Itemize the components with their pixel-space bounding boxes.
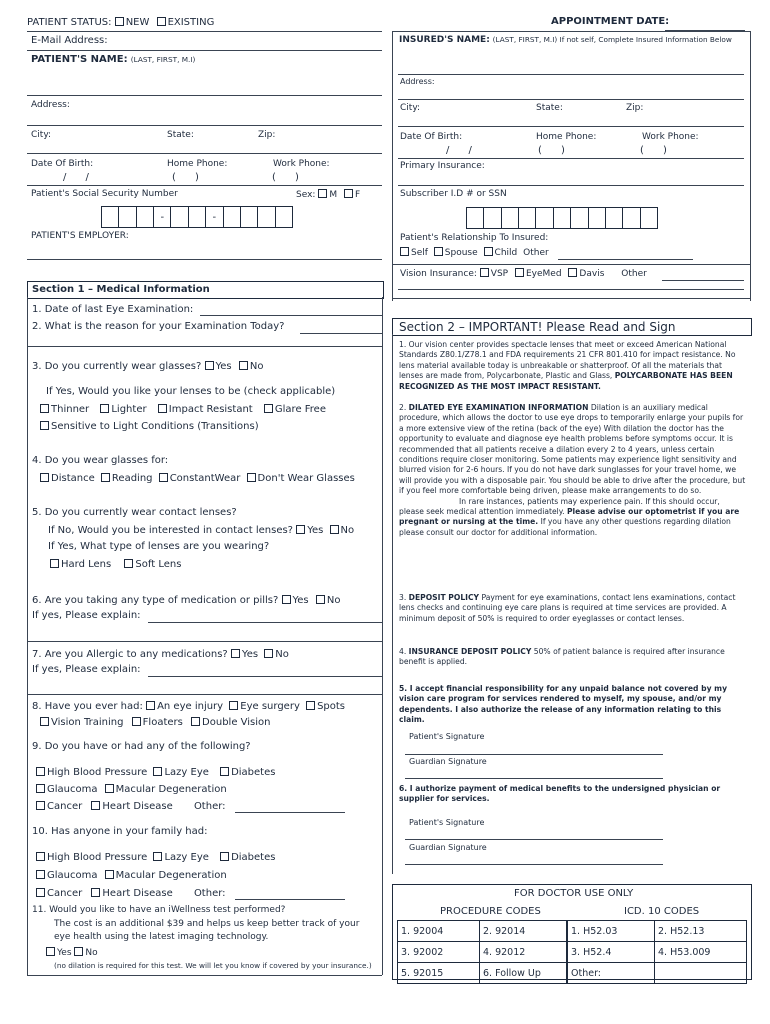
relationship-options: [400, 247, 549, 258]
icd-codes-header: ICD. 10 CODES: [624, 906, 700, 917]
q5-yes-label: Yes: [307, 525, 324, 536]
address-label: Address:: [31, 100, 70, 110]
double-vision-checkbox[interactable]: [191, 717, 200, 726]
existing-label: EXISTING: [167, 17, 215, 28]
section2-border-left: [392, 334, 393, 874]
eye-surgery-checkbox[interactable]: [229, 701, 238, 710]
q11-cost-text: The cost is an additional $39 and helps us keep better track of your: [54, 919, 360, 929]
q9-lazy-eye-checkbox[interactable]: [153, 767, 162, 776]
q10-cond-row1: [36, 852, 275, 863]
distance-label: Distance: [51, 473, 95, 484]
section1-border-left: [27, 297, 28, 975]
q4-label: 4. Do you wear glasses for:: [32, 455, 169, 466]
spouse-label: Spouse: [444, 248, 478, 258]
q10-macular-checkbox[interactable]: [105, 870, 114, 879]
hard-lens-label: Hard Lens: [61, 559, 112, 570]
dob-line[interactable]: [27, 185, 382, 186]
q6-explain-line-2[interactable]: [27, 641, 382, 642]
insured-home-phone-label: Home Phone:: [536, 132, 597, 142]
q10-heart-label: Heart Disease: [102, 888, 173, 899]
lighter-label: Lighter: [111, 404, 147, 415]
p2-number: 2.: [399, 403, 409, 412]
code-cell[interactable]: 4. 92012: [480, 942, 568, 963]
q6-no-label: No: [326, 595, 341, 606]
female-checkbox[interactable]: [344, 189, 353, 198]
q5-b-label: If Yes, What type of lenses are you wearing?: [48, 541, 270, 552]
code-cell[interactable]: 5. 92015: [398, 963, 480, 984]
q10-cond-row3: [36, 888, 226, 899]
email-line[interactable]: [27, 50, 382, 51]
q9-glaucoma-checkbox[interactable]: [36, 784, 45, 793]
q10-cond-row2: [36, 870, 227, 881]
q9-other-line[interactable]: [235, 812, 345, 813]
codes-row-1: [398, 921, 747, 942]
thinner-checkbox[interactable]: [40, 404, 49, 413]
q9-macular-label: Macular Degeneration: [115, 784, 227, 795]
p4-number: 4.: [399, 647, 409, 656]
right-info-border-bottom: [392, 298, 750, 299]
guardian-signature-label-1: Guardian Signature: [409, 757, 487, 766]
vision-other-line[interactable]: [662, 280, 744, 281]
q11-no-checkbox[interactable]: [74, 947, 83, 956]
q11-yes-label: Yes: [57, 948, 72, 958]
vision-other-label: Other: [621, 269, 647, 279]
q9-cond-row2: [36, 784, 227, 795]
q9-diabetes-checkbox[interactable]: [220, 767, 229, 776]
codes-row-3: [398, 963, 747, 984]
work-phone-parens: ( ): [272, 172, 299, 183]
q3-yes-label: Yes: [215, 361, 232, 372]
spouse-checkbox[interactable]: [434, 247, 443, 256]
insured-name-row: [399, 36, 732, 45]
patient-signature-label-2: Patient's Signature: [409, 818, 485, 827]
q6-explain-line[interactable]: [148, 622, 382, 623]
employer-line[interactable]: [27, 259, 382, 260]
section2-paragraph-4: [399, 647, 746, 668]
q9-lazy-eye-label: Lazy Eye: [164, 767, 209, 778]
q6-row: [32, 595, 340, 606]
q9-hbp-checkbox[interactable]: [36, 767, 45, 776]
eye-surgery-label: Eye surgery: [240, 701, 300, 712]
primary-insurance-line[interactable]: [398, 185, 744, 186]
q3-options-row2: [40, 421, 259, 432]
procedure-codes-header: PROCEDURE CODES: [440, 906, 541, 917]
code-cell[interactable]: Other:: [567, 963, 655, 984]
rel-other-line[interactable]: [558, 259, 693, 260]
insured-home-parens: ( ): [538, 145, 565, 156]
p4-bold: INSURANCE DEPOSIT POLICY: [408, 647, 532, 656]
patient-name-label: PATIENT'S NAME:: [31, 54, 128, 65]
vision-training-label: Vision Training: [51, 717, 124, 728]
relationship-divider: [392, 264, 750, 265]
new-label: NEW: [125, 17, 150, 28]
zip-label: Zip:: [258, 130, 276, 140]
p3-text: Payment for eye examinations, contact lens examinations, contact lens checks and continuing eye care plans is required at time services are provided. A minimum deposit of 50% is required to order eyeglasses or contact lenses.: [399, 593, 736, 623]
dont-wear-label: Don't Wear Glasses: [257, 473, 355, 484]
right-info-border-right: [750, 31, 751, 301]
q9-other-label: Other:: [193, 801, 226, 812]
q9-cond-row1: [36, 767, 275, 778]
female-label: F: [354, 190, 361, 200]
q9-macular-checkbox[interactable]: [105, 784, 114, 793]
q7-no-checkbox[interactable]: [264, 649, 273, 658]
constant-wear-checkbox[interactable]: [159, 473, 168, 482]
q10-lazy-eye-checkbox[interactable]: [153, 852, 162, 861]
q2-line-2[interactable]: [27, 346, 382, 347]
guardian-signature-line-1[interactable]: [405, 778, 663, 779]
male-checkbox[interactable]: [318, 189, 327, 198]
code-cell[interactable]: 4. H53.009: [655, 942, 747, 963]
relationship-label: Patient's Relationship To Insured:: [400, 233, 549, 243]
q9-label: 9. Do you have or had any of the following?: [32, 741, 251, 752]
q10-glaucoma-label: Glaucoma: [47, 870, 98, 881]
q8-row: [32, 701, 345, 712]
code-cell[interactable]: 6. Follow Up: [480, 963, 568, 984]
q6-no-checkbox[interactable]: [316, 595, 325, 604]
section2-paragraph-5: 5. I accept financial responsibility for any unpaid balance not covered by my vision care program for services rendered to myself, my spouse, and/or my dependents. I also authorize the release of any information relating to this claim.: [399, 684, 728, 725]
impact-resistant-checkbox[interactable]: [158, 404, 167, 413]
q9-glaucoma-label: Glaucoma: [47, 784, 98, 795]
vision-insurance-line[interactable]: [398, 289, 744, 290]
q11-note: (no dilation is required for this test. We will let you know if covered by your insurance.): [54, 961, 372, 970]
p2-text: Dilation is an auxiliary medical procedure, which allows the doctor to use eye drops to temporarily enlarge your pupils for a more extensive view of the retina (back of the eye) With dilation the doctor has the opportunity to evaluate and diagnose eye health problems before symptoms occur. It is recommended that all patients receive a dilation every 2 to 4 years, unless certain conditions require closer monitoring. Some patients may experience light sensitivity and blurred vision for 2-6 hours. If you do not have dark sunglasses for your travel home, we will provide you with a disposable pair. You should be able to drive after the procedure, but if you feel more comfortable being driven, please make arrangements to do so.: [399, 403, 746, 496]
section2-paragraph-6: 6. I authorize payment of medical benefits to the undersigned physician or supplier for services.: [399, 784, 721, 804]
davis-checkbox[interactable]: [568, 268, 577, 277]
q10-cancer-checkbox[interactable]: [36, 888, 45, 897]
q8-label: 8. Have you ever had:: [32, 701, 143, 712]
q11-label: 11. Would you like to have an iWellness test performed?: [32, 905, 286, 915]
guardian-signature-line-2[interactable]: [405, 864, 663, 865]
code-cell[interactable]: 2. 92014: [480, 921, 568, 942]
distance-checkbox[interactable]: [40, 473, 49, 482]
q1-label: 1. Date of last Eye Examination:: [32, 304, 194, 315]
code-cell[interactable]: 1. H52.03: [567, 921, 655, 942]
q5-options: [50, 559, 181, 570]
subscriber-digit-boxes[interactable]: [466, 207, 658, 229]
right-info-border-left: [392, 31, 393, 301]
q11-yes-checkbox[interactable]: [46, 947, 55, 956]
q10-label: 10. Has anyone in your family had:: [32, 826, 208, 837]
eye-injury-checkbox[interactable]: [146, 701, 155, 710]
vision-insurance-row: [400, 268, 647, 279]
q7-yes-checkbox[interactable]: [231, 649, 240, 658]
vision-insurance-label: Vision Insurance:: [400, 269, 477, 279]
eyemed-label: EyeMed: [525, 269, 562, 279]
ssn-label: Patient's Social Security Number: [31, 189, 178, 199]
code-cell[interactable]: 1. 92004: [398, 921, 480, 942]
state-label: State:: [167, 130, 194, 140]
p2-closing: If you have any other questions regarding dilation please consult our doctor for additional information.: [399, 517, 731, 537]
section2-title: Section 2 – IMPORTANT! Please Read and Sign: [399, 320, 676, 334]
section1-title: Section 1 – Medical Information: [32, 284, 210, 295]
q11-no-label: No: [85, 948, 98, 958]
email-label: E-Mail Address:: [31, 35, 108, 46]
thinner-label: Thinner: [51, 404, 90, 415]
q3-no-checkbox[interactable]: [239, 361, 248, 370]
patient-status-label: PATIENT STATUS:: [27, 17, 112, 28]
glare-free-label: Glare Free: [274, 404, 326, 415]
city-line[interactable]: [27, 153, 382, 154]
q7-explain-line-2[interactable]: [27, 694, 382, 695]
insured-dob-slashes: / /: [446, 145, 472, 156]
insured-name-line[interactable]: [398, 74, 744, 75]
lighter-checkbox[interactable]: [100, 404, 109, 413]
q11-imaging-text: eye health using the latest imaging technology.: [54, 932, 269, 942]
q11-options: [46, 947, 98, 958]
doctor-codes-table: [397, 920, 747, 984]
subscriber-label: Subscriber I.D # or SSN: [400, 189, 507, 199]
p2-rare-text: In rare instances, patients may experience pain. If this should occur, please seek medical attention immediately.: [399, 496, 720, 517]
address-line[interactable]: [27, 125, 382, 126]
existing-checkbox[interactable]: [157, 17, 166, 26]
top-divider-left: [27, 31, 382, 32]
q6-yes-checkbox[interactable]: [282, 595, 291, 604]
q6-label: 6. Are you taking any type of medication or pills?: [32, 595, 279, 606]
glare-free-checkbox[interactable]: [264, 404, 273, 413]
q3-sub-label: If Yes, Would you like your lenses to be (check applicable): [46, 386, 336, 397]
q5-no-label: No: [340, 525, 355, 536]
p2-rare-instances: [399, 497, 746, 539]
q7-no-label: No: [275, 649, 289, 660]
p1-text: 1. Our vision center provides spectacle lenses that meet or exceed American National Standards Z80.1/Z78.1 and FDA requirements 21 CFR 801.410 for impact resistance. No lens material available today is unbreakable or shatterproof. Of all the materials that lenses are made from, Polycarbonate, Plastic and Glass,: [399, 340, 736, 381]
spots-checkbox[interactable]: [306, 701, 315, 710]
dont-wear-checkbox[interactable]: [247, 473, 256, 482]
doctor-use-title: FOR DOCTOR USE ONLY: [514, 888, 634, 899]
q9-heart-label: Heart Disease: [102, 801, 173, 812]
male-label: M: [329, 190, 338, 200]
q10-macular-label: Macular Degeneration: [115, 870, 227, 881]
q7-label: 7. Are you Allergic to any medications?: [32, 649, 228, 660]
patient-name-row: [31, 55, 195, 65]
davis-label: Davis: [579, 269, 605, 279]
q7-row: [32, 649, 289, 660]
patient-signature-label-1: Patient's Signature: [409, 732, 485, 741]
section1-border-bottom: [27, 975, 382, 976]
q10-glaucoma-checkbox[interactable]: [36, 870, 45, 879]
q6-explain-label: If yes, Please explain:: [32, 610, 141, 621]
dob-slashes: / /: [63, 172, 89, 183]
q10-cancer-label: Cancer: [47, 888, 83, 899]
q3-row: [32, 361, 263, 372]
patient-name-hint: (LAST, FIRST, M.I): [130, 55, 196, 64]
hard-lens-checkbox[interactable]: [50, 559, 59, 568]
q2-line[interactable]: [300, 333, 382, 334]
q10-diabetes-checkbox[interactable]: [220, 852, 229, 861]
transitions-label: Sensitive to Light Conditions (Transitions): [51, 421, 259, 432]
constant-wear-label: ConstantWear: [169, 473, 241, 484]
child-checkbox[interactable]: [484, 247, 493, 256]
insured-state-label: State:: [536, 103, 563, 113]
sex-row: [296, 189, 360, 200]
insured-work-parens: ( ): [640, 145, 667, 156]
code-cell[interactable]: 2. H52.13: [655, 921, 747, 942]
p3-number: 3.: [399, 593, 409, 602]
eyemed-checkbox[interactable]: [515, 268, 524, 277]
transitions-checkbox[interactable]: [40, 421, 49, 430]
appointment-date-label: APPOINTMENT DATE:: [551, 16, 670, 27]
code-cell[interactable]: [655, 963, 747, 984]
code-cell[interactable]: 3. 92002: [398, 942, 480, 963]
insured-city-label: City:: [400, 103, 421, 113]
q10-other-line[interactable]: [235, 899, 345, 900]
insured-address-line[interactable]: [398, 99, 744, 100]
q10-diabetes-label: Diabetes: [231, 852, 276, 863]
insured-name-hint: (LAST, FIRST, M.I) If not self, Complete Insured Information Below: [492, 35, 732, 44]
q5-yes-checkbox[interactable]: [296, 525, 305, 534]
right-info-border-top: [392, 31, 750, 32]
reading-checkbox[interactable]: [101, 473, 110, 482]
guardian-signature-label-2: Guardian Signature: [409, 843, 487, 852]
patient-signature-line-1[interactable]: [405, 754, 663, 755]
q4-options: [40, 473, 355, 484]
employer-label: PATIENT'S EMPLOYER:: [31, 231, 129, 241]
floaters-label: Floaters: [142, 717, 183, 728]
p2-bold-heading: DILATED EYE EXAMINATION INFORMATION: [408, 403, 589, 412]
section2-paragraph-1: [399, 340, 746, 392]
q9-cancer-checkbox[interactable]: [36, 801, 45, 810]
section1-border-right: [382, 297, 383, 975]
patient-status-row: [27, 17, 214, 28]
p4-text: 50% of patient balance is required after insurance benefit is applied.: [399, 647, 725, 667]
q9-hbp-label: High Blood Pressure: [47, 767, 148, 778]
q3-yes-checkbox[interactable]: [205, 361, 214, 370]
q3-label: 3. Do you currently wear glasses?: [32, 361, 202, 372]
double-vision-label: Double Vision: [202, 717, 271, 728]
home-phone-label: Home Phone:: [167, 159, 228, 169]
p3-bold: DEPOSIT POLICY: [408, 593, 480, 602]
q5-label: 5. Do you currently wear contact lenses?: [32, 507, 237, 518]
q3-options-row1: [40, 404, 326, 415]
dob-label: Date Of Birth:: [31, 159, 94, 169]
code-cell[interactable]: 3. H52.4: [567, 942, 655, 963]
sex-label: Sex:: [296, 190, 316, 200]
q6-yes-label: Yes: [292, 595, 309, 606]
q5-a-row: [48, 525, 354, 536]
section2-paragraph-2: [399, 403, 746, 538]
q1-line[interactable]: [200, 315, 382, 316]
codes-row-2: [398, 942, 747, 963]
new-checkbox[interactable]: [115, 17, 124, 26]
q10-hbp-checkbox[interactable]: [36, 852, 45, 861]
soft-lens-checkbox[interactable]: [124, 559, 133, 568]
vision-training-checkbox[interactable]: [40, 717, 49, 726]
vsp-label: VSP: [490, 269, 509, 279]
spots-label: Spots: [317, 701, 346, 712]
city-label: City:: [31, 130, 52, 140]
q7-yes-label: Yes: [241, 649, 259, 660]
rel-other-label: Other: [523, 248, 549, 258]
q7-explain-line[interactable]: [148, 676, 382, 677]
reading-label: Reading: [111, 473, 153, 484]
q10-heart-checkbox[interactable]: [91, 888, 100, 897]
q3-no-label: No: [249, 361, 264, 372]
q5-no-checkbox[interactable]: [330, 525, 339, 534]
self-checkbox[interactable]: [400, 247, 409, 256]
child-label: Child: [494, 248, 518, 258]
section2-paragraph-3: [399, 593, 746, 624]
insured-zip-label: Zip:: [626, 103, 644, 113]
insured-dob-label: Date Of Birth:: [400, 132, 463, 142]
insured-city-line[interactable]: [398, 126, 744, 127]
insured-address-label: Address:: [400, 77, 435, 86]
q7-explain-label: If yes, Please explain:: [32, 664, 141, 675]
patient-signature-line-2[interactable]: [405, 839, 663, 840]
insured-work-phone-label: Work Phone:: [642, 132, 699, 142]
q10-lazy-eye-label: Lazy Eye: [164, 852, 209, 863]
work-phone-label: Work Phone:: [273, 159, 330, 169]
soft-lens-label: Soft Lens: [135, 559, 182, 570]
q9-diabetes-label: Diabetes: [231, 767, 276, 778]
home-phone-parens: ( ): [172, 172, 199, 183]
q9-heart-checkbox[interactable]: [91, 801, 100, 810]
p1-bold: POLYCARBONATE HAS BEEN RECOGNIZED AS THE MOST IMPACT RESISTANT.: [399, 371, 733, 391]
p2-pregnant-bold: Please advise our optometrist if you are pregnant or nursing at the time.: [399, 507, 740, 527]
self-label: Self: [411, 248, 428, 258]
patient-name-line[interactable]: [27, 95, 382, 96]
q9-cond-row3: [36, 801, 226, 812]
floaters-checkbox[interactable]: [132, 717, 141, 726]
vsp-checkbox[interactable]: [480, 268, 489, 277]
primary-insurance-label: Primary Insurance:: [400, 161, 485, 171]
insured-name-label: INSURED'S NAME:: [399, 35, 490, 45]
q9-cancer-label: Cancer: [47, 801, 83, 812]
impact-resistant-label: Impact Resistant: [168, 404, 253, 415]
q10-hbp-label: High Blood Pressure: [47, 852, 148, 863]
q2-label: 2. What is the reason for your Examination Today?: [32, 321, 285, 332]
q8-row2: [40, 717, 271, 728]
ssn-digit-boxes[interactable]: - -: [101, 206, 293, 228]
q10-other-label: Other:: [193, 888, 226, 899]
eye-injury-label: An eye injury: [157, 701, 224, 712]
insured-dob-line[interactable]: [398, 158, 744, 159]
q5-a-label: If No, Would you be interested in contact lenses?: [48, 525, 293, 536]
